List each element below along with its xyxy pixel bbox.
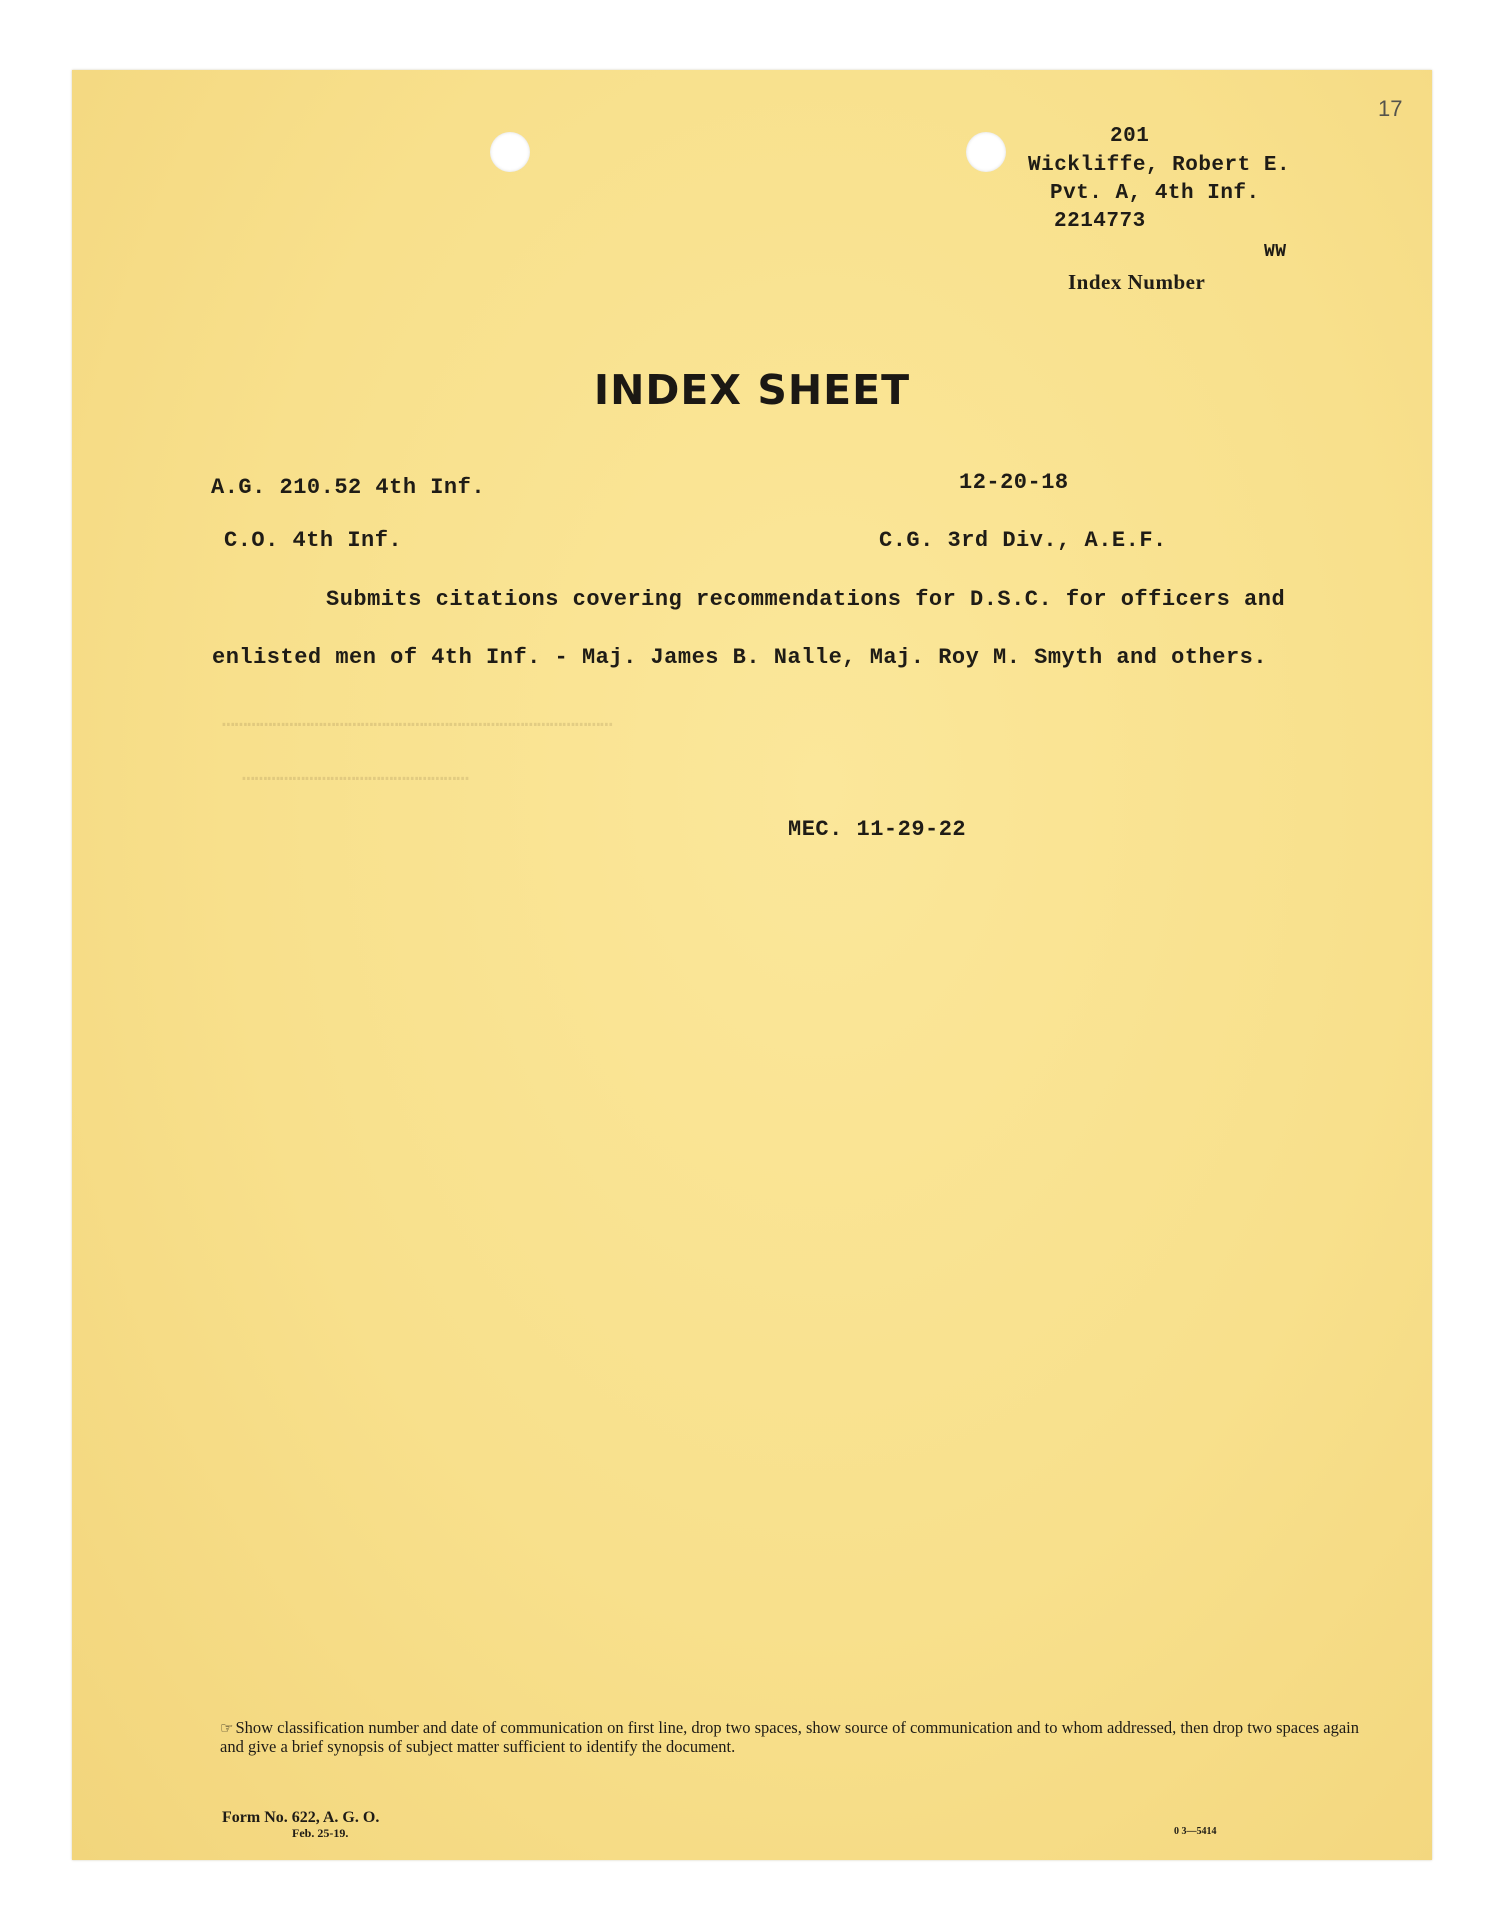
index-number-label: Index Number (1068, 270, 1206, 294)
communication-date: 12-20-18 (959, 470, 1069, 495)
instruction-body: Show classification number and date of communication on first line, drop two spaces, show source of communication and to whom addressed, then drop two spaces again and give a brief synopsis of subject matter sufficient to identify the document. (220, 1718, 1360, 1756)
form-number: Form No. 622, A. G. O. (222, 1809, 380, 1826)
print-code: 0 3—5414 (1174, 1826, 1217, 1837)
page-title: INDEX SHEET (593, 366, 911, 414)
form-date: Feb. 25-19. (292, 1826, 349, 1840)
pointing-hand-icon: ☞ (220, 1721, 234, 1737)
person-name: Wickliffe, Robert E. (1028, 154, 1291, 177)
index-sheet-paper (72, 70, 1432, 1860)
bleed-through-line-2: ……………………………………………… (242, 764, 469, 787)
file-code: 201 (1110, 125, 1150, 148)
addressee: C.G. 3rd Div., A.E.F. (879, 528, 1167, 553)
bleed-through-line-1: ………………………………………………………………………………… (222, 710, 613, 733)
received-stamp: MEC. 11-29-22 (788, 817, 967, 842)
rank-unit: Pvt. A, 4th Inf. (1050, 182, 1260, 205)
source: C.O. 4th Inf. (224, 528, 403, 553)
handwritten-page-number: 17 (1378, 96, 1403, 121)
instruction-text (220, 1719, 1370, 1756)
synopsis-line-1: Submits citations covering recommendations for D.S.C. for officers and (326, 587, 1286, 612)
classification-number: A.G. 210.52 4th Inf. (211, 475, 486, 500)
initials: WW (1264, 242, 1287, 262)
service-number: 2214773 (1054, 210, 1146, 233)
punch-hole-left (490, 132, 530, 172)
synopsis-line-2: enlisted men of 4th Inf. - Maj. James B. Nalle, Maj. Roy M. Smyth and others. (212, 645, 1268, 670)
punch-hole-right (966, 132, 1006, 172)
